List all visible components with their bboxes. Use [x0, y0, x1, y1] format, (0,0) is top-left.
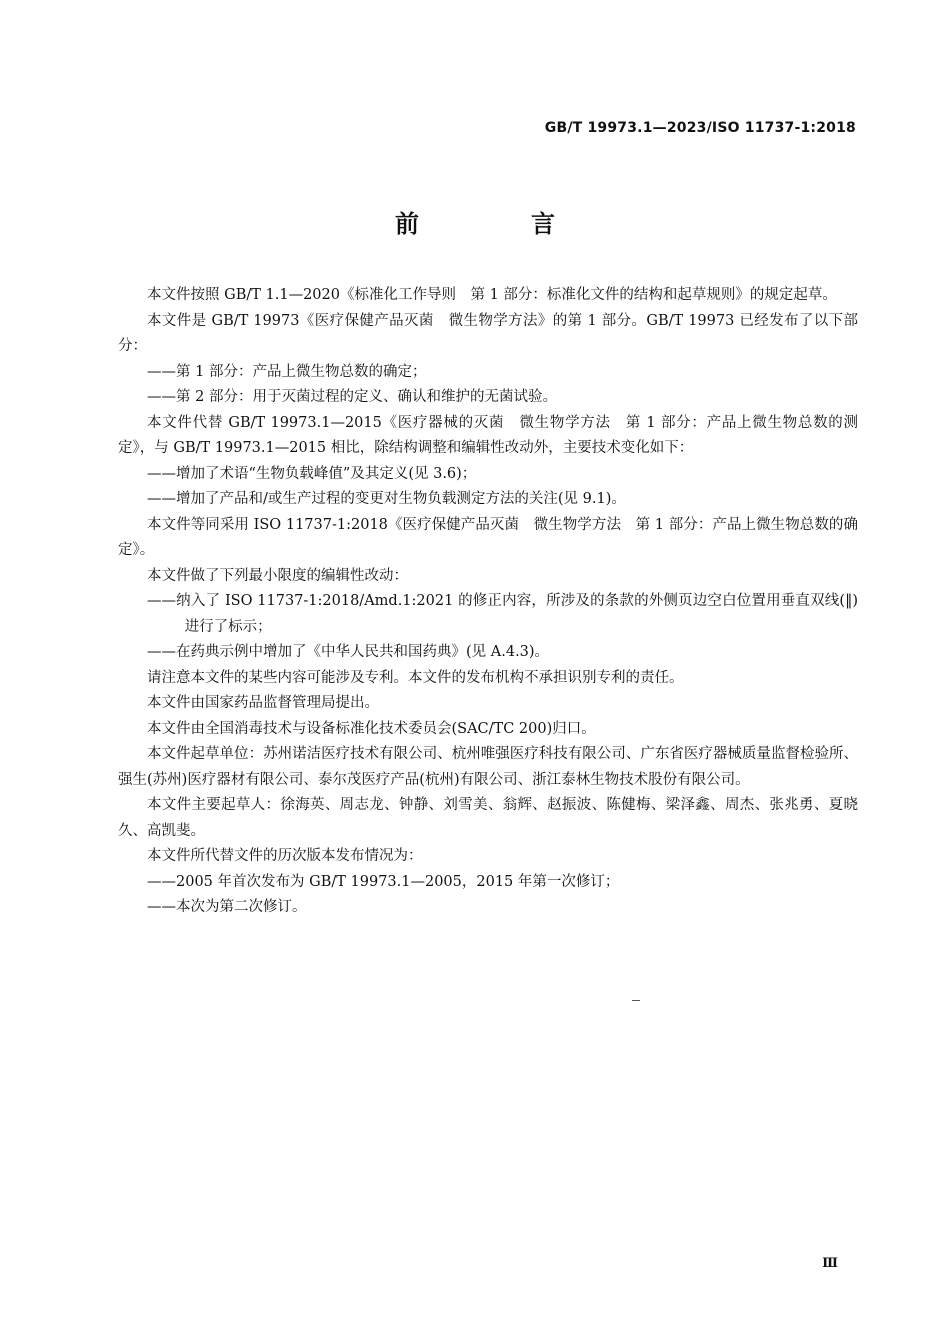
paragraph-history: 本文件所代替文件的历次版本发布情况为： — [147, 848, 423, 864]
standard-code-header: GB/T 19973.1—2023/ISO 11737-1:2018 — [544, 120, 856, 136]
list-item-history-current: ——本次为第二次修订。 — [147, 899, 307, 915]
paragraph-identical-adoption: 本文件等同采用 ISO 11737-1:2018《医疗保健产品灭菌 微生物学方法 第 1 部分：产品上微生物总数的确定》。 — [118, 516, 858, 558]
paragraph-replaces: 本文件代替 GB/T 19973.1—2015《医疗器械的灭菌 微生物学方法 第 1 部分：产品上微生物总数的测定》，与 GB/T 19973.1—2015 相比，除结构调整和编辑性改动外，主要技术变化如下： — [118, 414, 858, 456]
paragraph-drafting-units: 本文件起草单位：苏州诺洁医疗技术有限公司、杭州唯强医疗科技有限公司、广东省医疗器械质量监督检验所、强生(苏州)医疗器材有限公司、泰尔茂医疗产品(杭州)有限公司、浙江泰林生物技术股份有限公司。 — [118, 746, 858, 788]
stray-mark — [632, 1000, 640, 1001]
paragraph-proposed-by: 本文件由国家药品监督管理局提出。 — [147, 695, 379, 711]
list-item-part-1: ——第 1 部分：产品上微生物总数的确定； — [147, 363, 427, 380]
list-item-change-focus: ——增加了产品和/或生产过程的变更对生物负载测定方法的关注(见 9.1)。 — [147, 491, 626, 507]
list-item-pharmacopoeia: ——在药典示例中增加了《中华人民共和国药典》(见 A.4.3)。 — [147, 644, 550, 660]
list-item-change-term: ——增加了术语“生物负载峰值”及其定义(见 3.6)； — [147, 465, 477, 482]
list-item-part-2: ——第 2 部分：用于灭菌过程的定义、确认和维护的无菌试验。 — [147, 389, 557, 405]
paragraph-editorial-changes: 本文件做了下列最小限度的编辑性改动： — [147, 567, 408, 584]
paragraph-committee: 本文件由全国消毒技术与设备标准化技术委员会(SAC/TC 200)归口。 — [147, 720, 596, 737]
page-number: Ⅲ — [822, 1256, 838, 1271]
foreword-body — [118, 283, 858, 921]
list-item-amendment: ——纳入了 ISO 11737-1:2018/Amd.1:2021 的修正内容，所涉及的条款的外侧页边空白位置用垂直双线(‖)进行了标示； — [147, 593, 858, 635]
paragraph-patent-notice: 请注意本文件的某些内容可能涉及专利。本文件的发布机构不承担识别专利的责任。 — [147, 669, 684, 686]
list-item-history-2005: ——2005 年首次发布为 GB/T 19973.1—2005，2015 年第一次修订； — [147, 873, 620, 890]
paragraph-series-parts: 本文件是 GB/T 19973《医疗保健产品灭菌 微生物学方法》的第 1 部分。GB/T 19973 已经发布了以下部分： — [118, 312, 858, 354]
paragraph-drafters: 本文件主要起草人：徐海英、周志龙、钟静、刘雪美、翁辉、赵振波、陈健梅、梁泽鑫、周杰、张兆勇、夏晓久、高凯斐。 — [118, 797, 858, 839]
paragraph-drafting-rules: 本文件按照 GB/T 1.1—2020《标准化工作导则 第 1 部分：标准化文件的结构和起草规则》的规定起草。 — [147, 287, 837, 303]
page-title: 前 言 — [395, 210, 599, 238]
